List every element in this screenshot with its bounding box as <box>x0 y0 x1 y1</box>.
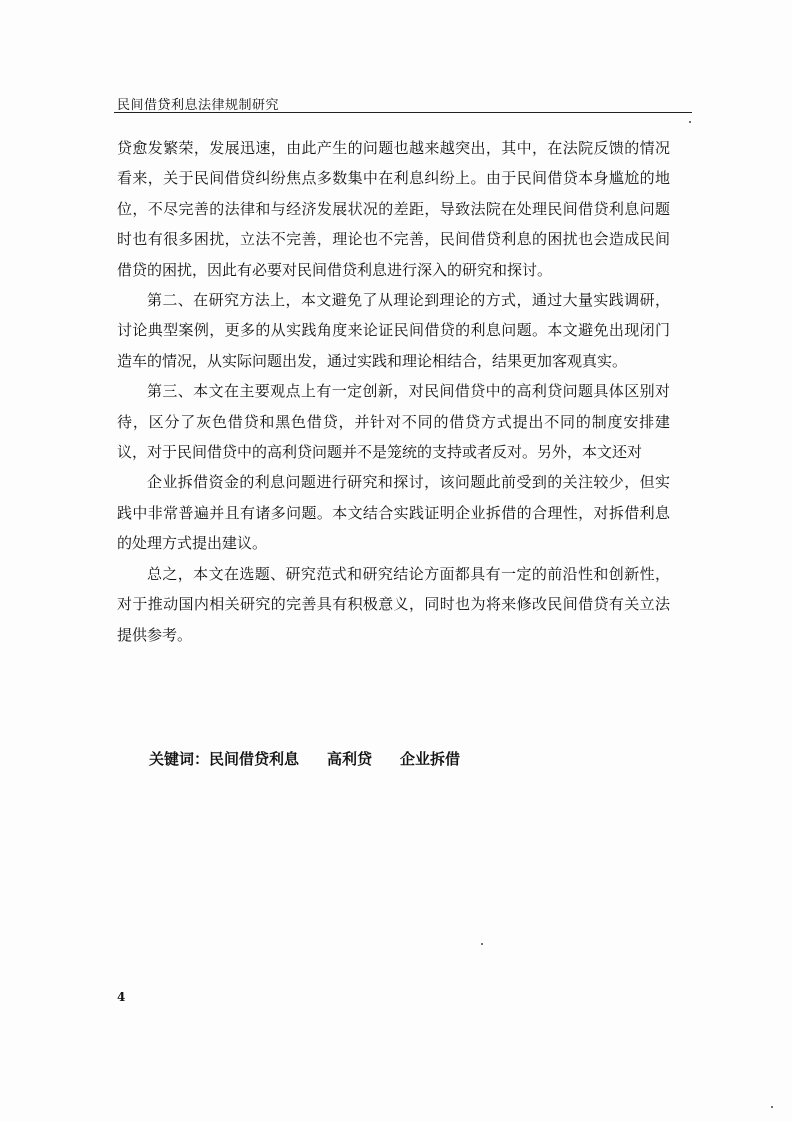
keyword-item: 企业拆借 <box>400 750 461 768</box>
paragraph-viewpoint: 第三、本文在主要观点上有一定创新，对民间借贷中的高利贷问题具体区别对待，区分了灰色借贷和黑色借贷，并针对不同的借贷方式提出不同的制度安排建议，对于民间借贷中的高利贷问题并不是笼统的支持或者反对。另外，本文还对 <box>117 382 670 462</box>
running-header: 民间借贷利息法律规制研究 <box>117 98 280 113</box>
scan-speck <box>771 1106 773 1108</box>
paragraph-conclusion: 总之，本文在选题、研究范式和研究结论方面都具有一定的前沿性和创新性，对于推动国内相关研究的完善具有积极意义，同时也为将来修改民间借贷有关立法提供参考。 <box>117 564 670 644</box>
keyword-item: 高利贷 <box>327 750 373 768</box>
paragraph-method: 第二、在研究方法上，本文避免了从理论到理论的方式，通过大量实践调研，讨论典型案例，更多的从实践角度来论证民间借贷的利息问题。本文避免出现闭门造车的情况，从实际问题出发，通过实践和理论相结合，结果更加客观真实。 <box>117 291 670 370</box>
keyword-item: 民间借贷利息 <box>209 750 300 768</box>
scan-speck <box>689 121 691 123</box>
keywords-line <box>149 744 460 774</box>
paragraph-enterprise-lending: 企业拆借资金的利息问题进行研究和探讨，该问题此前受到的关注较少，但实践中非常普遍并且有诸多问题。本文结合实践证明企业拆借的合理性，对拆借利息的处理方式提出建议。 <box>117 473 670 553</box>
keywords-label: 关键词： <box>149 750 210 768</box>
paragraph-continuation: 贷愈发繁荣，发展迅速，由此产生的问题也越来越突出，其中，在法院反馈的情况看来，关于民间借贷纠纷焦点多数集中在利息纠纷上。由于民间借贷本身尴尬的地位，不尽完善的法律和与经济发展状况的差距，导致法院在处理民间借贷利息问题时也有很多困扰，立法不完善，理论也不完善，民间借贷利息的困扰也会造成民间借贷的困扰，因此有必要对民间借贷利息进行深入的研究和探讨。 <box>117 139 670 279</box>
header-rule <box>114 112 692 113</box>
scan-speck <box>481 943 483 945</box>
page-number: 4 <box>117 990 126 1004</box>
body-text <box>117 133 670 650</box>
